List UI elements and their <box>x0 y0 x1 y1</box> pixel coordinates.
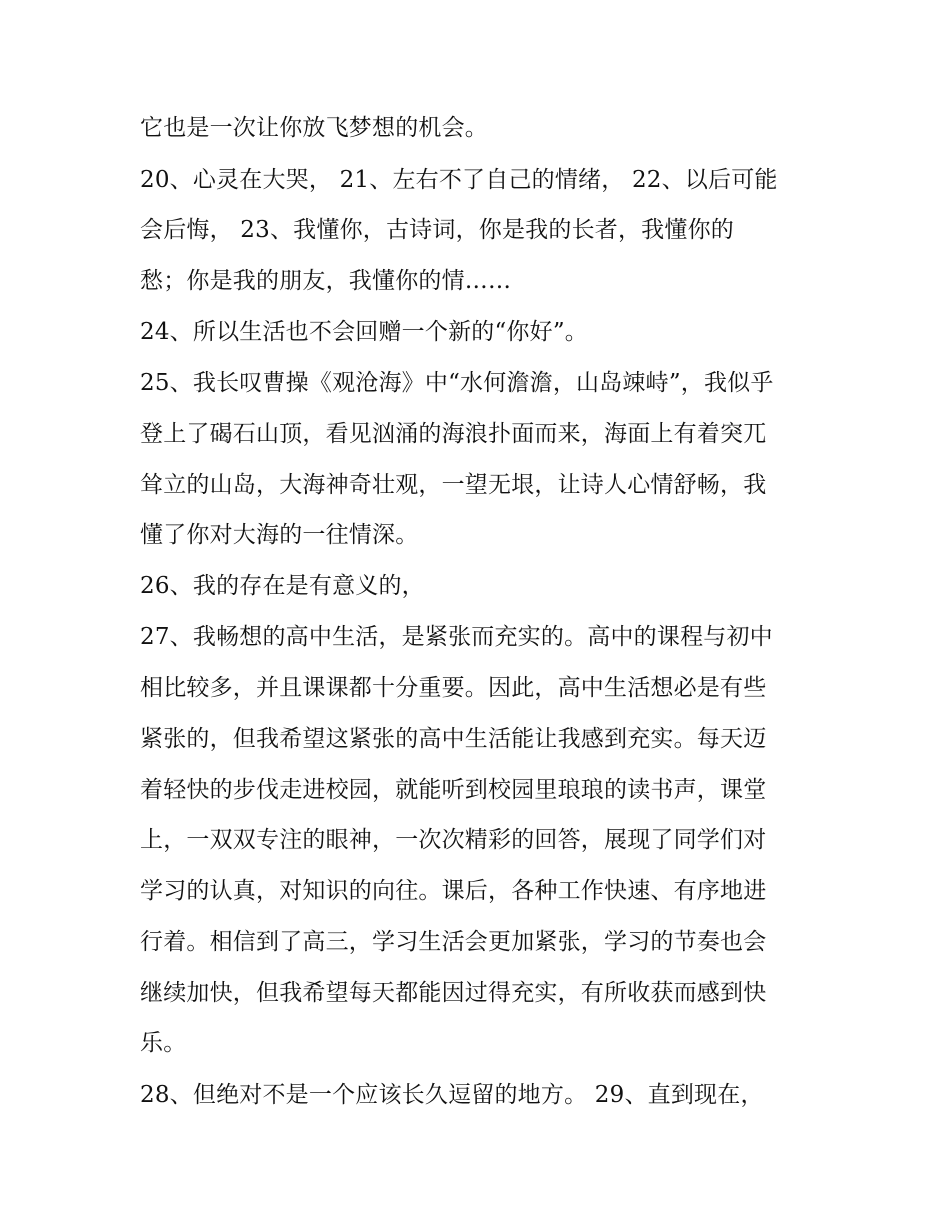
text-line: 继续加快，但我希望每天都能因过得充实，有所收获而感到快 <box>140 980 767 1006</box>
text-line: 愁；你是我的朋友，我懂你的情…… <box>140 268 512 294</box>
text-line: 上，一双双专注的眼神，一次次精彩的回答，展现了同学们对 <box>140 827 767 853</box>
text-line: 乐。 <box>140 1030 187 1056</box>
text-line: 26、我的存在是有意义的， <box>140 573 425 599</box>
text-line: 会后悔， 23、我懂你，古诗词，你是我的长者，我懂你的 <box>140 217 734 243</box>
text-line: 它也是一次让你放飞梦想的机会。 <box>140 115 488 141</box>
text-line: 27、我畅想的高中生活，是紧张而充实的。高中的课程与初中 <box>140 624 773 650</box>
text-line: 着轻快的步伐走进校园，就能听到校园里琅琅的读书声，课堂 <box>140 777 767 803</box>
text-line: 20、心灵在大哭， 21、左右不了自己的情绪， 22、以后可能 <box>140 167 778 193</box>
text-line: 相比较多，并且课课都十分重要。因此，高中生活想必是有些 <box>140 675 767 701</box>
text-line: 登上了碣石山顶，看见汹涌的海浪扑面而来，海面上有着突兀 <box>140 421 767 447</box>
text-line: 学习的认真，对知识的向往。课后，各种工作快速、有序地进 <box>140 878 767 904</box>
text-line: 25、我长叹曹操《观沧海》中“水何澹澹，山岛竦峙”，我似乎 <box>140 370 774 396</box>
text-line: 紧张的，但我希望这紧张的高中生活能让我感到充实。每天迈 <box>140 726 767 752</box>
text-line: 懂了你对大海的一往情深。 <box>140 522 419 548</box>
text-line: 24、所以生活也不会回赠一个新的“你好”。 <box>140 319 588 345</box>
text-line: 行着。相信到了高三，学习生活会更加紧张，学习的节奏也会 <box>140 929 767 955</box>
text-line: 28、但绝对不是一个应该长久逗留的地方。 29、直到现在， <box>140 1082 764 1108</box>
text-line: 耸立的山岛，大海神奇壮观，一望无垠，让诗人心情舒畅，我 <box>140 472 767 498</box>
